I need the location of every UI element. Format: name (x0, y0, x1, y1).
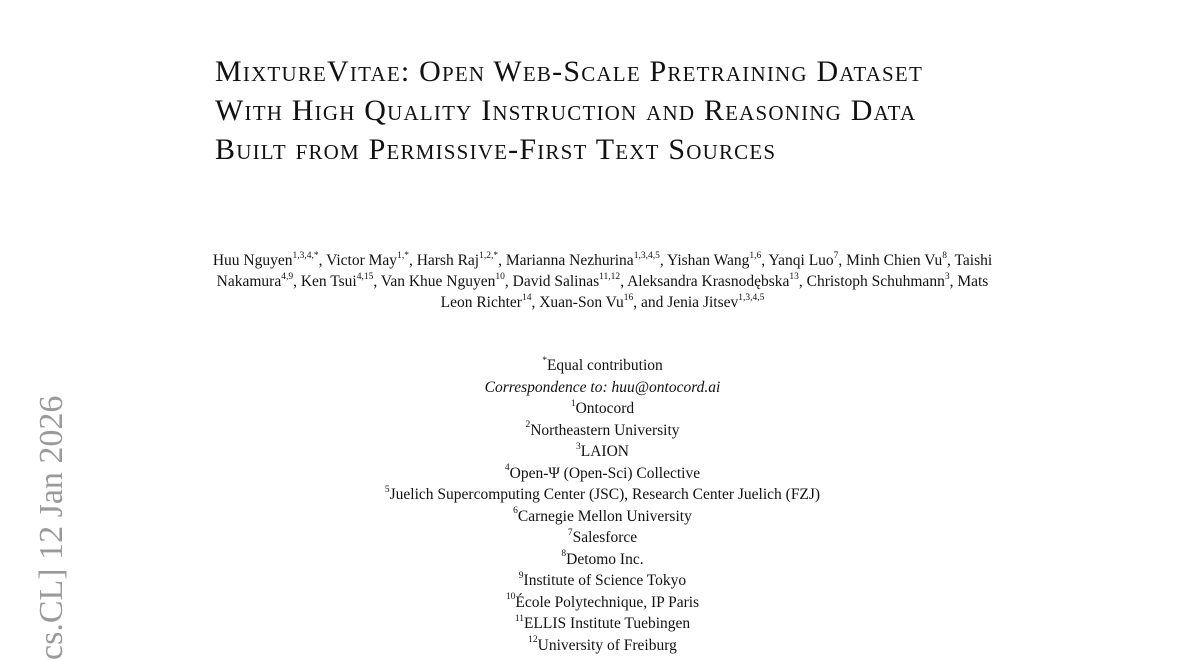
affiliation-item (210, 549, 995, 571)
author (627, 273, 807, 290)
author-separator: , (949, 273, 958, 290)
affiliation-name: Northeastern University (530, 421, 680, 439)
affiliation-number: 1 (570, 398, 576, 409)
author-separator: , (659, 252, 667, 269)
author (539, 294, 667, 311)
author (846, 252, 954, 269)
affiliation-item (210, 484, 995, 506)
affiliation-name: Salesforce (572, 529, 638, 546)
affiliation-item (210, 441, 995, 463)
affiliation-number: 8 (561, 549, 567, 560)
equal-contribution-text: Equal contribution (546, 357, 663, 374)
affiliation-item (210, 527, 995, 549)
affiliation-item (210, 613, 995, 635)
author-separator: , (498, 252, 506, 269)
author-name: Mats Leon Richter (440, 273, 989, 311)
author-affiliation-marks: 11,12 (599, 271, 621, 282)
affiliation-name: Juelich Supercomputing Center (JSC), Research Center Juelich (FZJ) (389, 486, 821, 503)
affiliation-name: Open-Ψ (Open-Sci) Collective (509, 464, 701, 482)
author (326, 252, 417, 269)
author-name: Minh Chien Vu (846, 252, 943, 269)
affiliation-name: Ontocord (575, 400, 635, 417)
author-affiliation-marks: 1,3,4,5 (738, 292, 765, 303)
author-affiliation-marks: 1,3,4,5 (633, 250, 660, 261)
author (667, 252, 768, 269)
affiliation-number: 11 (514, 613, 524, 624)
author-affiliation-marks: 14 (521, 292, 532, 303)
author (768, 252, 846, 269)
affiliation-number: 12 (528, 635, 538, 646)
affiliation-list (210, 398, 995, 656)
author-separator: , (531, 294, 540, 311)
affiliation-name: LAION (580, 443, 629, 460)
author-separator: , (318, 252, 327, 269)
author-separator: , (947, 252, 955, 269)
affiliation-name: Carnegie Mellon University (517, 507, 692, 525)
author-separator: , and (633, 294, 668, 311)
author-affiliation-marks: 10 (495, 271, 505, 282)
author-name: Xuan-Son Vu (539, 294, 624, 311)
author-name: Yanqi Luo (768, 252, 834, 269)
author-name: Harsh Raj (416, 252, 480, 269)
author-separator: , (293, 273, 301, 290)
author-affiliation-marks: 13 (789, 271, 799, 282)
author-name: Aleksandra Krasnodębska (627, 273, 790, 290)
author-separator: , (408, 252, 417, 269)
author-separator: , (373, 273, 381, 290)
affiliation-number: 2 (525, 420, 531, 431)
author-name: Huu Nguyen (212, 252, 293, 269)
affiliation-name: University of Freiburg (537, 636, 677, 654)
paper-title: MixtureVitae: Open Web-Scale Pretraining Dataset With High Quality Instruction and Reasoning Data Built from Permissive-First Text Sources (215, 55, 923, 166)
author-affiliation-marks: 1,3,4,* (292, 250, 319, 261)
equal-contribution-mark: * (542, 355, 547, 366)
author-name: Christoph Schuhmann (806, 273, 945, 290)
author (417, 252, 506, 269)
author-list (210, 250, 995, 313)
author-affiliation-marks: 3 (944, 271, 950, 282)
arxiv-side-stamp: cs.CL] 12 Jan 2026 (33, 395, 70, 660)
author-affiliation-marks: 1,6 (749, 250, 762, 261)
author-name: Taishi Nakamura (216, 252, 993, 290)
author-separator: , (798, 273, 807, 290)
author-name: Yishan Wang (667, 252, 750, 269)
author (513, 273, 627, 290)
affiliation-item (210, 398, 995, 420)
author-affiliation-marks: 4,15 (356, 271, 374, 282)
author (807, 273, 958, 290)
author-affiliation-marks: 1,* (397, 250, 409, 261)
author-affiliation-marks: 4,9 (281, 271, 294, 282)
affiliation-name: Institute of Science Tokyo (523, 572, 687, 589)
affiliation-item (210, 420, 995, 442)
affiliation-item (210, 506, 995, 528)
affiliation-name: Detomo Inc. (566, 550, 644, 568)
author (381, 273, 513, 290)
equal-contribution-note (210, 355, 995, 377)
affiliation-item (210, 592, 995, 614)
author (667, 294, 764, 311)
affiliation-name: École Polytechnique, IP Paris (515, 593, 700, 611)
affiliation-number: 9 (518, 570, 524, 581)
author-separator: , (620, 273, 628, 290)
author-name: Van Khue Nguyen (380, 273, 496, 290)
author-name: David Salinas (512, 273, 600, 290)
author-name: Ken Tsui (300, 273, 357, 290)
author-affiliation-marks: 16 (623, 292, 634, 303)
author-name: Victor May (326, 252, 398, 269)
author-affiliation-marks: 7 (833, 250, 839, 261)
correspondence-note: Correspondence to: huu@ontocord.ai (484, 378, 721, 396)
author (301, 273, 381, 290)
affiliation-number: 3 (576, 441, 581, 452)
author-name: Jenia Jitsev (667, 294, 739, 311)
author-affiliation-marks: 8 (942, 250, 948, 261)
affiliation-number: 6 (513, 506, 518, 517)
affiliation-number: 5 (384, 484, 390, 495)
affiliation-number: 10 (505, 592, 516, 603)
author-affiliation-marks: 1,2,* (479, 250, 499, 261)
author (506, 252, 667, 269)
author-name: Marianna Nezhurina (505, 252, 634, 269)
author (213, 252, 326, 269)
affiliation-number: 4 (504, 463, 510, 474)
affiliation-item (210, 635, 995, 657)
author-separator: , (761, 252, 769, 269)
affiliation-name: ELLIS Institute Tuebingen (523, 615, 691, 632)
affiliation-item (210, 570, 995, 592)
author-separator: , (838, 252, 847, 269)
affiliation-number: 7 (567, 527, 573, 538)
affiliation-block (210, 355, 995, 656)
affiliation-item (210, 463, 995, 485)
author-separator: , (504, 273, 513, 290)
